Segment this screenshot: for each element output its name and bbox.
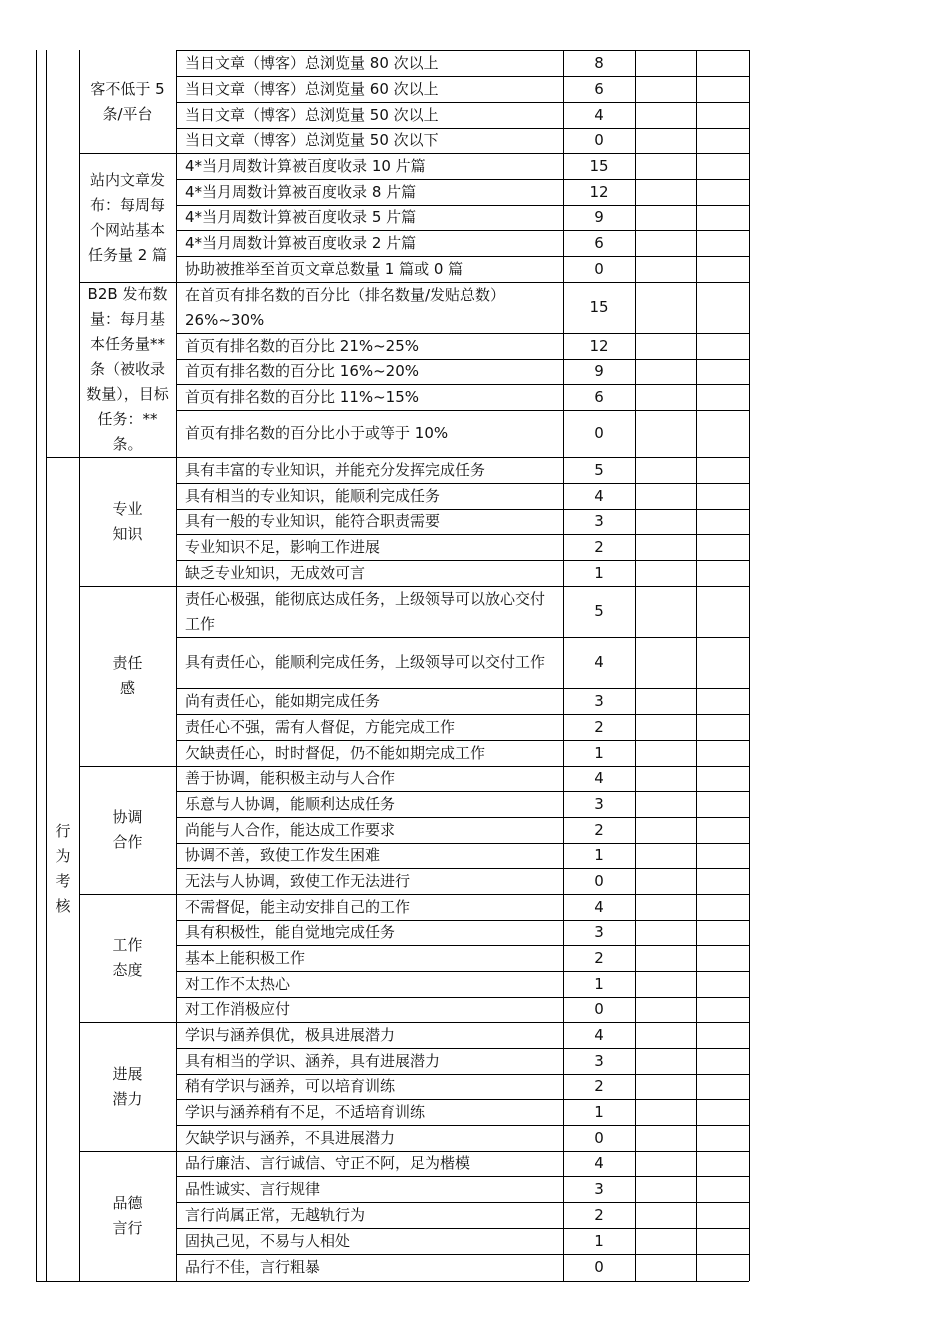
item-score: 4 xyxy=(594,653,604,671)
item-score: 6 xyxy=(594,387,604,406)
item-description: 具有相当的专业知识，能顺利完成任务 xyxy=(185,486,441,505)
item-description: 无法与人协调，致使工作无法进行 xyxy=(185,871,411,890)
item-description: 欠缺学识与涵养，不具进展潜力 xyxy=(185,1128,396,1147)
category-label: 工作态度 xyxy=(112,936,143,979)
category-label: 协调合作 xyxy=(112,808,143,851)
item-description: 首页有排名数的百分比 11%~15% xyxy=(185,387,420,406)
item-description: 责任心不强，需有人督促，方能完成工作 xyxy=(185,717,456,736)
section-label: 行为考核 xyxy=(55,822,71,915)
item-score: 0 xyxy=(594,259,604,278)
item-description: 专业知识不足，影响工作进展 xyxy=(185,537,381,556)
item-description: 对工作不太热心 xyxy=(185,974,291,993)
item-description: 4*当月周数计算被百度收录 8 片篇 xyxy=(185,182,417,201)
item-score: 0 xyxy=(594,1000,604,1018)
item-description: 学识与涵养稍有不足，不适培育训练 xyxy=(185,1102,426,1121)
item-description: 当日文章（博客）总浏览量 80 次以上 xyxy=(185,53,439,72)
item-score: 1 xyxy=(594,1102,604,1121)
item-description: 欠缺责任心，时时督促，仍不能如期完成工作 xyxy=(185,743,486,762)
table-bottom-border xyxy=(36,1281,749,1282)
item-score: 15 xyxy=(589,156,609,175)
item-description: 具有丰富的专业知识，并能充分发挥完成任务 xyxy=(185,460,486,479)
item-description: 责任心极强，能彻底达成任务，上级领导可以放心交付工作 xyxy=(185,589,546,633)
item-description: 具有积极性，能自觉地完成任务 xyxy=(185,923,396,941)
item-score: 0 xyxy=(594,1258,604,1276)
outer-right-border xyxy=(749,50,750,1281)
item-description: 品行不佳，言行粗暴 xyxy=(185,1258,321,1276)
item-description: 首页有排名数的百分比 16%~20% xyxy=(185,362,420,380)
item-score: 15 xyxy=(589,298,609,316)
item-score: 4 xyxy=(594,897,604,916)
item-description: 4*当月周数计算被百度收录 10 片篇 xyxy=(185,156,426,175)
item-description: 首页有排名数的百分比 21%~25% xyxy=(185,336,420,355)
item-description: 当日文章（博客）总浏览量 60 次以上 xyxy=(185,79,439,98)
item-description: 品行廉洁、言行诚信、守正不阿，足为楷模 xyxy=(185,1154,471,1172)
item-description: 基本上能积极工作 xyxy=(185,948,306,967)
item-score: 2 xyxy=(594,1077,604,1095)
category-label: 进展潜力 xyxy=(112,1064,143,1108)
item-description: 稍有学识与涵养，可以培育训练 xyxy=(185,1077,396,1095)
item-description: 言行尚属正常，无越轨行为 xyxy=(185,1205,366,1224)
item-score: 1 xyxy=(594,974,604,993)
item-description: 对工作消极应付 xyxy=(185,1000,291,1018)
item-description: 学识与涵养俱优，极具进展潜力 xyxy=(185,1025,396,1044)
item-score: 0 xyxy=(594,424,604,442)
outer-left-border xyxy=(36,50,37,1281)
remark-column-border xyxy=(696,50,697,1281)
item-score: 4 xyxy=(594,105,604,124)
item-description: 乐意与人协调，能顺利达成任务 xyxy=(185,794,396,813)
item-score: 8 xyxy=(594,53,604,72)
category-label: B2B 发布数量：每月基本任务量**条（被收录数量），目标任务：**条。 xyxy=(86,285,169,453)
item-score: 9 xyxy=(594,208,604,226)
item-score: 3 xyxy=(594,923,604,941)
item-score: 3 xyxy=(594,512,604,530)
category-label: 品德言行 xyxy=(112,1194,143,1237)
item-score: 2 xyxy=(594,717,604,736)
item-description: 具有相当的学识、涵养，具有进展潜力 xyxy=(185,1051,441,1070)
item-score: 4 xyxy=(594,486,604,505)
item-description: 固执己见，不易与人相处 xyxy=(185,1231,351,1250)
item-score: 1 xyxy=(594,1231,604,1250)
category-label: 责任感 xyxy=(112,654,143,697)
item-description: 善于协调，能积极主动与人合作 xyxy=(185,769,396,787)
item-score: 1 xyxy=(594,563,604,582)
item-score: 4 xyxy=(594,769,604,787)
item-score: 2 xyxy=(594,1205,604,1224)
item-score: 2 xyxy=(594,537,604,556)
item-score: 1 xyxy=(594,743,604,762)
item-score: 5 xyxy=(594,460,604,479)
item-score: 6 xyxy=(594,233,604,252)
item-score: 12 xyxy=(589,336,609,355)
item-score: 2 xyxy=(594,820,604,839)
item-description: 在首页有排名数的百分比（排名数量/发贴总数）26%~30% xyxy=(185,285,506,329)
item-description: 4*当月周数计算被百度收录 5 片篇 xyxy=(185,208,417,226)
item-score: 0 xyxy=(594,1128,604,1147)
item-score: 1 xyxy=(594,846,604,864)
item-description: 具有一般的专业知识，能符合职责需要 xyxy=(185,512,441,530)
category-label: 站内文章发布：每周每个网站基本任务量 2 篇 xyxy=(87,170,168,264)
item-description: 首页有排名数的百分比小于或等于 10% xyxy=(185,424,449,442)
item-description: 具有责任心，能顺利完成任务，上级领导可以交付工作 xyxy=(185,653,546,671)
item-description: 4*当月周数计算被百度收录 2 片篇 xyxy=(185,233,417,252)
description-column-border xyxy=(176,50,177,1281)
item-description: 协调不善，致使工作发生困难 xyxy=(185,846,381,864)
item-description: 不需督促，能主动安排自己的工作 xyxy=(185,897,411,916)
item-description: 当日文章（博客）总浏览量 50 次以上 xyxy=(185,105,439,124)
item-score: 4 xyxy=(594,1025,604,1044)
item-score: 2 xyxy=(594,948,604,967)
item-score: 4 xyxy=(594,1154,604,1172)
item-description: 尚能与人合作，能达成工作要求 xyxy=(185,820,396,839)
category-label: 客不低于 5 条/平台 xyxy=(90,79,165,123)
category-label: 专业知识 xyxy=(112,499,143,543)
item-description: 尚有责任心，能如期完成任务 xyxy=(185,691,381,710)
item-description: 品性诚实、言行规律 xyxy=(185,1179,321,1198)
item-score: 3 xyxy=(594,691,604,710)
item-score: 3 xyxy=(594,1179,604,1198)
rating-column-border xyxy=(635,50,636,1281)
item-score: 9 xyxy=(594,362,604,380)
item-score: 5 xyxy=(594,602,604,620)
item-description: 协助被推举至首页文章总数量 1 篇或 0 篇 xyxy=(185,259,464,278)
item-score: 3 xyxy=(594,794,604,813)
item-description: 当日文章（博客）总浏览量 50 次以下 xyxy=(185,131,439,149)
item-score: 6 xyxy=(594,79,604,98)
item-score: 3 xyxy=(594,1051,604,1070)
item-score: 0 xyxy=(594,871,604,890)
item-score: 0 xyxy=(594,131,604,149)
item-description: 缺乏专业知识，无成效可言 xyxy=(185,563,366,582)
section-column-border xyxy=(46,50,47,1281)
category-column-border xyxy=(79,50,80,1281)
item-score: 12 xyxy=(589,182,609,201)
